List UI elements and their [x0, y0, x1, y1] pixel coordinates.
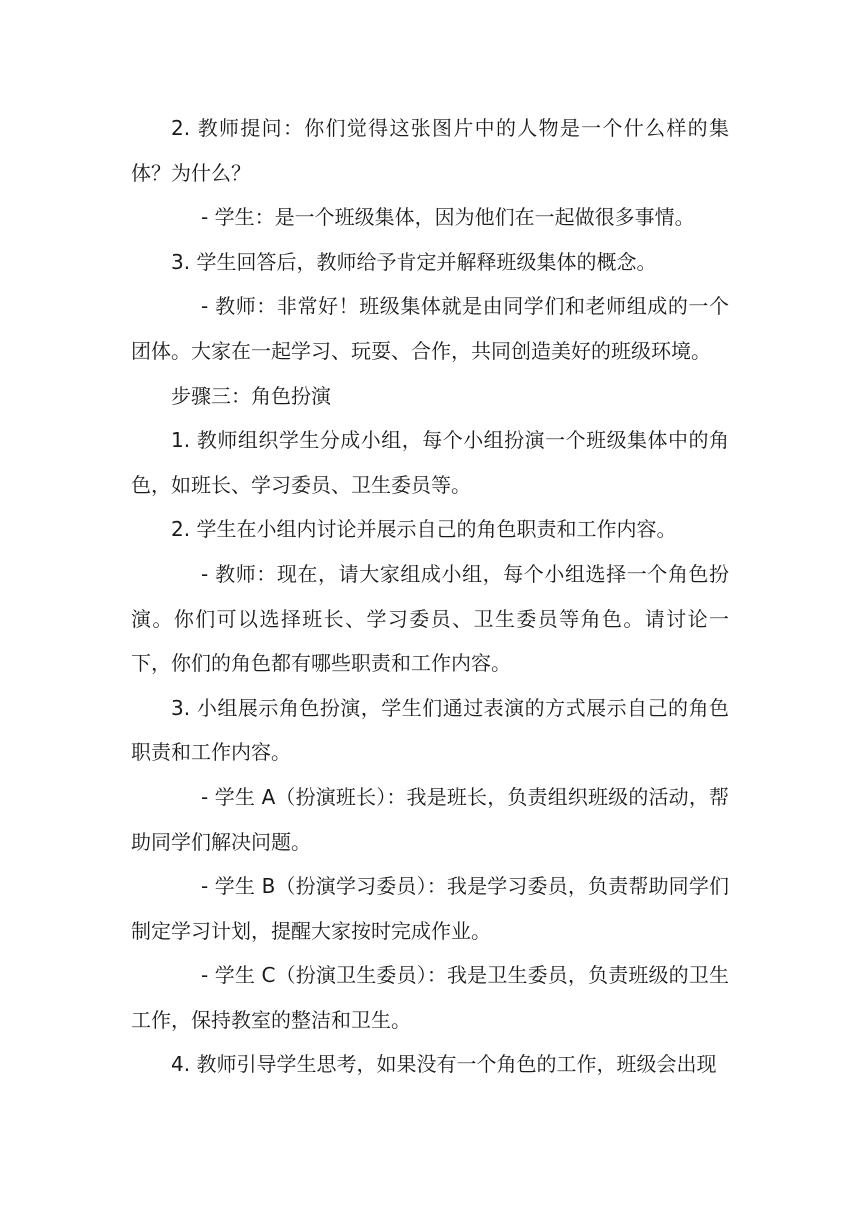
paragraph-teacher-affirms: 3. 学生回答后，教师给予肯定并解释班级集体的概念。 [171, 249, 657, 274]
paragraph-group-roles: 1. 教师组织学生分成小组，每个小组扮演一个班级集体中的角色，如班长、学习委员、卫生委员等。 [131, 428, 729, 497]
paragraph-group-presentation: 3. 小组展示角色扮演，学生们通过表演的方式展示自己的角色职责和工作内容。 [131, 695, 729, 765]
paragraph-teacher-question: 2. 教师提问：你们觉得这张图片中的人物是一个什么样的集体？为什么？ [131, 116, 729, 185]
paragraph-teacher-guides: 4. 教师引导学生思考，如果没有一个角色的工作，班级会出现 [171, 1052, 717, 1077]
paragraph-group-discussion: 2. 学生在小组内讨论并展示自己的角色职责和工作内容。 [171, 517, 677, 542]
paragraph-student-answer: - 学生：是一个班级集体，因为他们在一起做很多事情。 [201, 205, 695, 230]
paragraph-student-c: - 学生 C（扮演卫生委员）：我是卫生委员，负责班级的卫生工作，保持教室的整洁和卫生。 [131, 963, 729, 1032]
paragraph-student-a: - 学生 A（扮演班长）：我是班长，负责组织班级的活动，帮助同学们解决问题。 [131, 784, 729, 854]
section-heading-step-three: 步骤三：角色扮演 [171, 383, 331, 408]
paragraph-teacher-explains: - 教师：非常好！班级集体就是由同学们和老师组成的一个团体。大家在一起学习、玩耍、合作，共同创造美好的班级环境。 [131, 294, 729, 363]
paragraph-student-b: - 学生 B（扮演学习委员）：我是学习委员，负责帮助同学们制定学习计划，提醒大家按时完成作业。 [131, 874, 729, 943]
paragraph-teacher-instructions: - 教师：现在，请大家组成小组，每个小组选择一个角色扮演。你们可以选择班长、学习委员、卫生委员等角色。请讨论一下，你们的角色都有哪些职责和工作内容。 [131, 561, 729, 676]
document-body [131, 106, 729, 1087]
